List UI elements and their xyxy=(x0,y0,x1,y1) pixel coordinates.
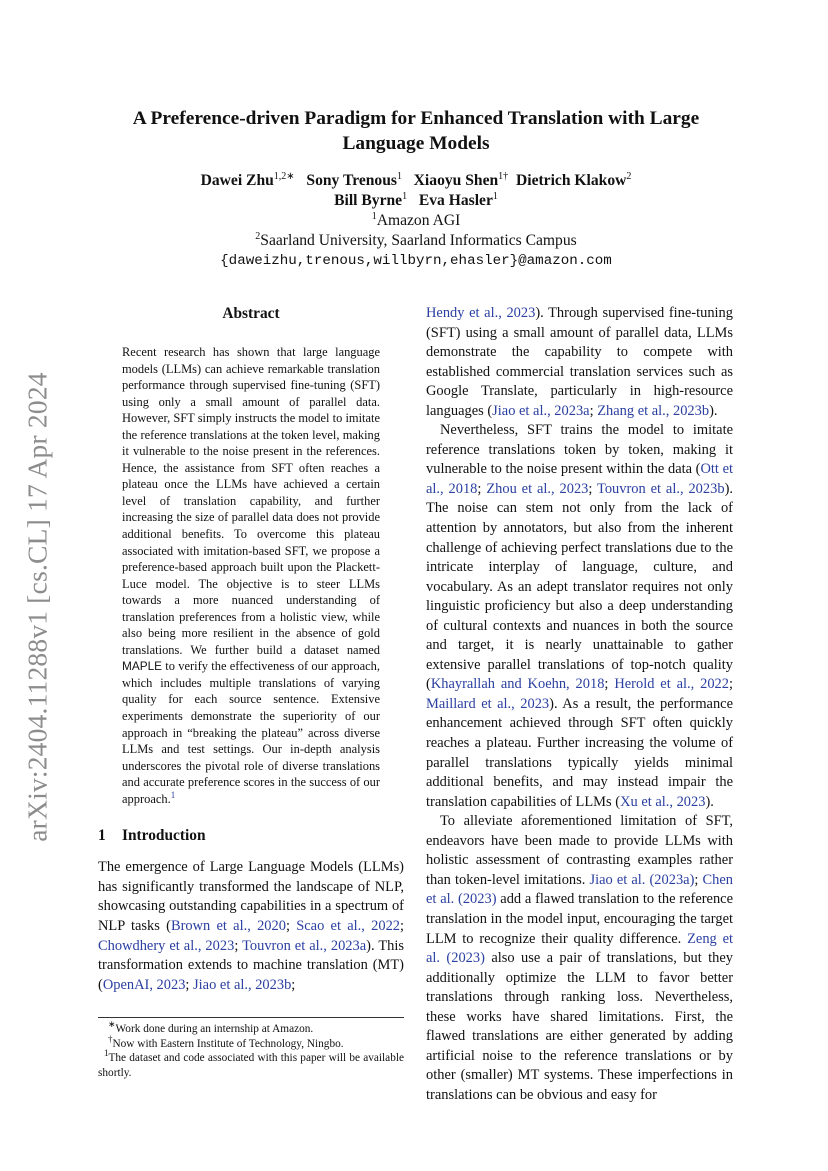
intro-paragraph-1: The emergence of Large Language Models (LLMs) has significantly transformed the landscape of NLP, showcasing outstanding capabilities in a spectrum of NLP tasks (Brown et al., 2020; Scao et al., 2022; Chowdhery et al., 2023; Touvron et al., 2023a). This transformation extends to machine translation (MT) (OpenAI, 2023; Jiao et al., 2023b; xyxy=(98,859,405,993)
intro-paragraph-2: Nevertheless, SFT trains the model to imitate reference translations token by token, making it vulnerable to the noise present within the data (Ott et al., 2018; Zhou et al., 2023; Touvron et al., 2023b). The noise can stem not only from the lack of attention by annotators, but also from the inherent challenge of achieving perfect translations due to the intricate interplay of language, culture, and vocabulary. As an adept translator requires not only linguistic proficiency but also a deep understanding of cultural contexts and nuances in both the source and target, it is nearly unattainable to gather extensive parallel translations of top-notch quality (Khayrallah and Koehn, 2018; Herold et al., 2022; Maillard et al., 2023). As a result, the performance enhancement achieved through SFT often quickly reaches a plateau. Further increasing the volume of parallel translations typically yields minimal additional benefits, and may instead impair the translation capabilities of LLMs (Xu et al., 2023). xyxy=(426,422,734,810)
abstract-text: Recent research has shown that large language models (LLMs) can achieve remarkable translation performance through supervised fine-tuning (SFT) using only a small amount of parallel data. However, SFT simply instructs the model to imitate the reference translations at the token level, making it vulnerable to the noise present in the references. Hence, the assistance from SFT often reaches a plateau once the LLMs have achieved a certain level of translation capability, and further increasing the size of parallel data does not provide additional benefits. To overcome this plateau associated with imitation-based SFT, we propose a preference-based approach built upon the Plackett-Luce model. The objective is to steer LLMs towards a more nuanced understanding of translation preferences from a holistic view, while also being more resilient in the absence of gold translations. We further build a dataset named MAPLE to verify the effectiveness of our approach, which includes multiple translations of varying quality for each source sentence. Extensive experiments demonstrate the superiority of our approach in “breaking the plateau” across diverse LLMs and test settings. Our in-depth analysis underscores the pivotal role of diverse translations and accurate preference scores in the success of our approach.$^1$ xyxy=(122,345,380,806)
author-affil-mark: 1 xyxy=(402,190,408,202)
citation-link[interactable]: Jiao et al., 2023a xyxy=(492,402,590,419)
footnotes xyxy=(98,1017,404,1080)
footnote-3: $^1$The dataset and code associated with this paper will be available shortly. xyxy=(98,1048,404,1079)
citation-link[interactable]: Zhang et al., 2023b xyxy=(597,402,710,419)
author-affil-mark: 1 xyxy=(396,170,402,182)
author-line-2 xyxy=(98,191,734,211)
citation-link[interactable]: Zeng et al. (2023) xyxy=(426,930,733,967)
citation-link[interactable]: Chowdhery et al., 2023 xyxy=(98,937,235,954)
citation-link[interactable]: Jiao et al. (2023a) xyxy=(589,871,695,888)
right-column xyxy=(426,304,733,1105)
intro-paragraph-3: To alleviate aforementioned limitation of SFT, endeavors have been made to provide LLMs with holistic assessment of contrasting examples rather than token-level imitations. Jiao et al. (2023a); Chen et al. (2023) add a flawed translation to the reference translation in the model input, encouraging the target LLM to recognize their quality difference. Zeng et al. (2023) also use a pair of translations, but they additionally optimize the LLM to favor better translations through ranking loss. Nevertheless, these works have shared limitations. First, the flawed translations are either generated by adding artificial noise to the reference translations or by other (smaller) MT systems. These imperfections in translations can be obvious and easy for xyxy=(426,813,733,1103)
section-heading-introduction xyxy=(98,826,404,846)
citation-link[interactable]: Xu et al., 2023 xyxy=(620,793,706,810)
footnote-1: ∗Work done during an internship at Amazon. xyxy=(108,1019,314,1035)
citation-link[interactable]: Ott et al., 2018 xyxy=(426,461,733,497)
dataset-name: MAPLE xyxy=(122,659,162,674)
author-name: Dietrich Klakow xyxy=(515,172,627,189)
author-name: Xiaoyu Shen xyxy=(413,172,499,189)
citation-link[interactable]: Touvron et al., 2023a xyxy=(242,937,367,954)
citation-link[interactable]: Maillard et al., 2023 xyxy=(426,695,550,712)
arxiv-identifier xyxy=(18,362,58,852)
abstract-heading: Abstract xyxy=(222,305,280,322)
section-number: 1 xyxy=(98,827,106,845)
paper-title: A Preference-driven Paradigm for Enhanced Translation with Large Language Models xyxy=(132,108,700,154)
arxiv-id-text: arXiv:2404.11288v1 [cs.CL] 17 Apr 2024 xyxy=(22,372,54,842)
citation-link[interactable]: OpenAI, 2023 xyxy=(102,976,186,993)
author-block xyxy=(98,171,734,271)
intro-paragraph-1-continued: Hendy et al., 2023). Through supervised fine-tuning (SFT) using a small amount of parallel data, LLMs demonstrate the capability to compete with established commercial translation services such as Google Translate, particularly in high-resource languages (Jiao et al., 2023a; Zhang et al., 2023b). xyxy=(426,305,733,419)
author-affil-mark: 1,2∗ xyxy=(273,170,295,182)
citation-link[interactable]: Touvron et al., 2023b xyxy=(597,480,725,497)
citation-link[interactable]: Chen et al. (2023) xyxy=(426,871,733,908)
citation-link[interactable]: Jiao et al., 2023b xyxy=(193,976,292,993)
citation-link[interactable]: Zhou et al., 2023 xyxy=(486,480,589,497)
citation-link[interactable]: Hendy et al., 2023 xyxy=(426,305,536,321)
author-name: Sony Trenous xyxy=(306,172,397,189)
citation-link[interactable]: Brown et al., 2020 xyxy=(170,917,286,934)
author-name: Eva Hasler xyxy=(418,192,493,209)
author-affil-mark: 1 xyxy=(492,190,498,202)
footnote-2: †Now with Eastern Institute of Technology, Ningbo. xyxy=(108,1033,344,1050)
author-emails: {daweizhu,trenous,willbyrn,ehasler}@amazon.com xyxy=(220,253,612,269)
author-affil-mark: 1† xyxy=(498,170,509,182)
author-name: Dawei Zhu xyxy=(200,172,274,189)
affiliation-1: $^1$Amazon AGI xyxy=(371,210,461,229)
left-column xyxy=(98,304,404,995)
affiliation-2: $^2$Saarland University, Saarland Informatics Campus xyxy=(255,230,577,249)
citation-link[interactable]: Scao et al., 2022 xyxy=(296,917,401,934)
citation-link[interactable]: Khayrallah and Koehn, 2018 xyxy=(430,676,605,693)
author-name: Bill Byrne xyxy=(334,192,403,209)
section-title: Introduction xyxy=(122,827,206,845)
footnote-link[interactable]: 1 xyxy=(170,789,176,800)
author-affil-mark: 2 xyxy=(626,170,632,182)
citation-link[interactable]: Herold et al., 2022 xyxy=(614,676,729,693)
author-line-1 xyxy=(98,171,734,191)
